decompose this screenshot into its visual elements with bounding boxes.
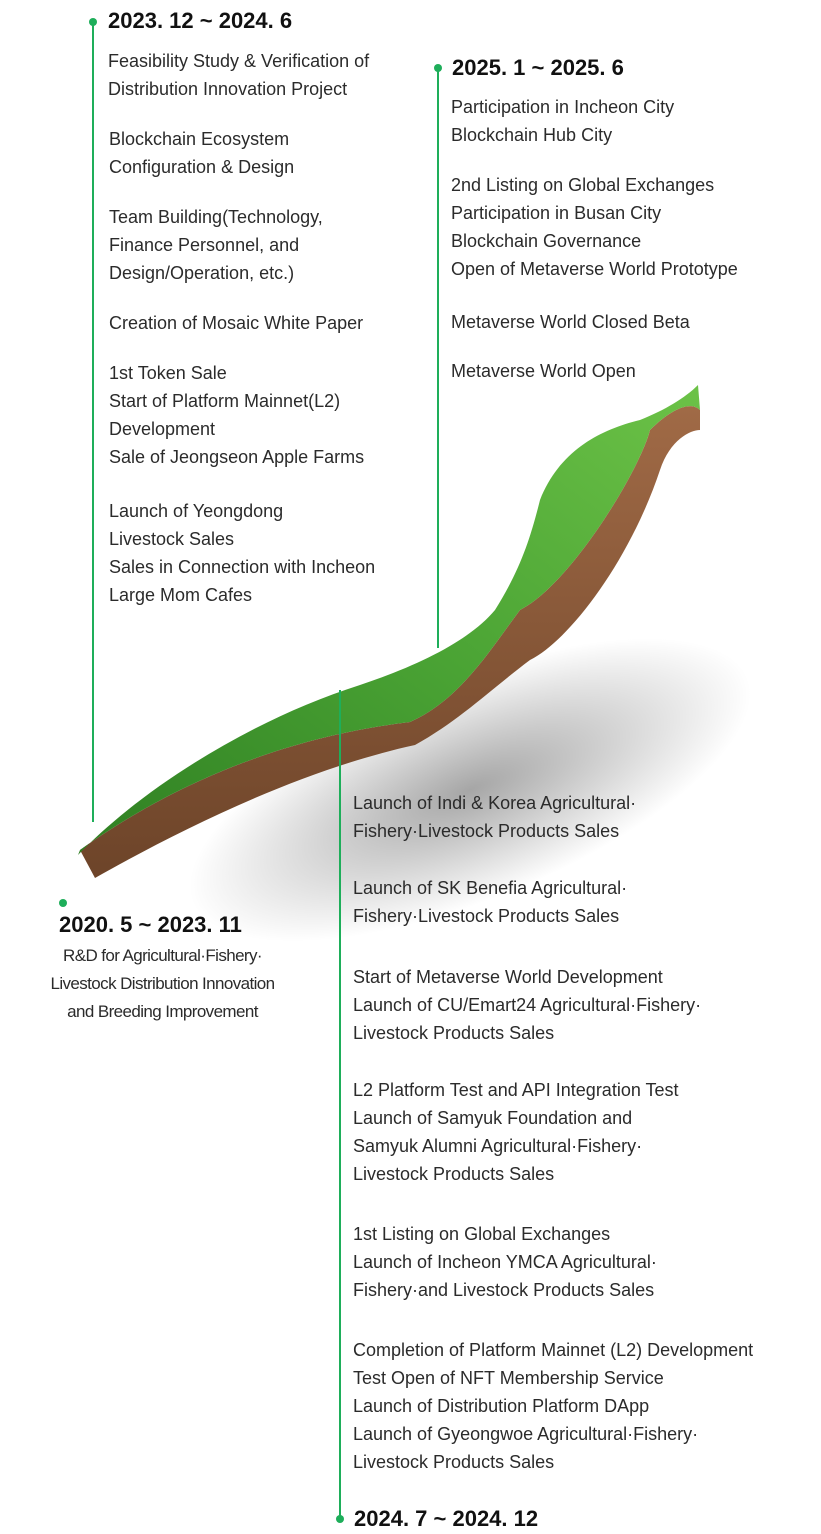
timeline-dot-2025 — [434, 64, 442, 72]
phase-item: Completion of Platform Mainnet (L2) Development Test Open of NFT Membership Service Launch of Distribution Platform DApp Launch of Gyeongwoe Agricultural·Fishery· Livestock Products Sales — [353, 1340, 754, 1472]
phase-heading-2025: 2025. 1 ~ 2025. 6 — [452, 55, 624, 80]
phase-item: Launch of Yeongdong Livestock Sales Sales in Connection with Incheon Large Mom Cafes — [109, 501, 376, 605]
timeline-line-2023 — [92, 22, 94, 822]
timeline-line-2025 — [437, 68, 439, 648]
phase-heading-2023-2024: 2023. 12 ~ 2024. 6 — [108, 8, 293, 33]
phase-item: Metaverse World Open — [451, 361, 636, 381]
timeline-line-2024 — [339, 690, 341, 1520]
phase-item: Blockchain Ecosystem Configuration & Design — [109, 129, 295, 177]
phase-item: 1st Token Sale Start of Platform Mainnet(L2) Development Sale of Jeongseon Apple Farms — [109, 363, 365, 467]
phase-item: Creation of Mosaic White Paper — [109, 313, 364, 333]
phase-item: Feasibility Study & Verification of Distribution Innovation Project — [108, 51, 370, 99]
phase-item: Launch of Indi & Korea Agricultural· Fishery·Livestock Products Sales — [353, 793, 637, 841]
phase-item: Start of Metaverse World Development Launch of CU/Emart24 Agricultural·Fishery· Livestock Products Sales — [353, 967, 702, 1043]
phase-heading-2020-2023: 2020. 5 ~ 2023. 11 — [59, 912, 242, 937]
timeline-dot-2024 — [336, 1515, 344, 1523]
phase-description-2020-2023: R&D for Agricultural·Fishery· Livestock Distribution Innovation and Breeding Improvement — [50, 946, 275, 1021]
timeline-dot-2020 — [59, 899, 67, 907]
timeline-dot-2023 — [89, 18, 97, 26]
phase-item: L2 Platform Test and API Integration Test Launch of Samyuk Foundation and Samyuk Alumni Agricultural·Fishery· Livestock Products Sales — [353, 1080, 679, 1184]
phase-item: 2nd Listing on Global Exchanges Participation in Busan City Blockchain Governance Open of Metaverse World Prototype — [451, 175, 738, 279]
phase-heading-2024: 2024. 7 ~ 2024. 12 — [354, 1506, 539, 1531]
phase-item: Participation in Incheon City Blockchain Hub City — [451, 97, 675, 145]
phase-item: Metaverse World Closed Beta — [451, 312, 690, 332]
phase-item: Team Building(Technology, Finance Personnel, and Design/Operation, etc.) — [109, 207, 323, 283]
phase-item: 1st Listing on Global Exchanges Launch of Incheon YMCA Agricultural· Fishery·and Livestock Products Sales — [353, 1224, 657, 1300]
phase-item: Launch of SK Benefia Agricultural· Fishery·Livestock Products Sales — [353, 878, 628, 926]
